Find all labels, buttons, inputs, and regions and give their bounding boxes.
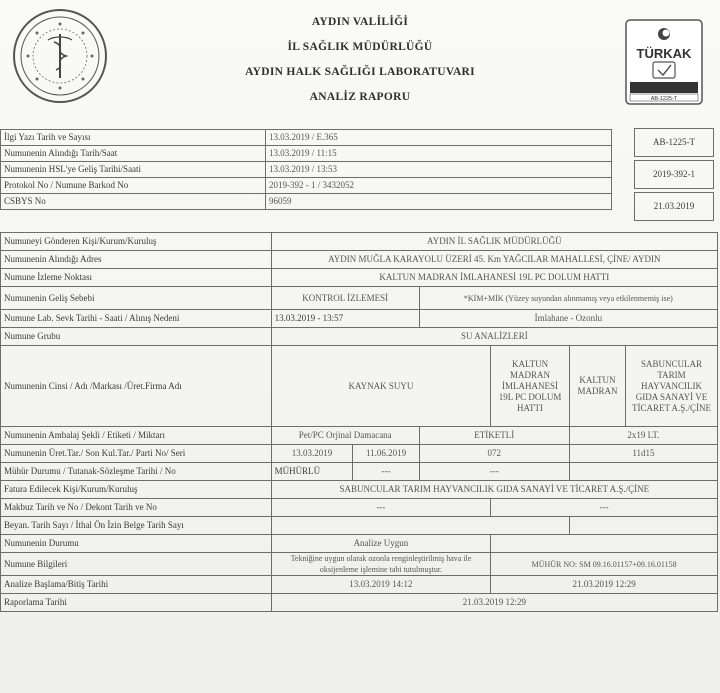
table-row <box>1 146 612 162</box>
table-row <box>1 481 718 499</box>
sample-info-table <box>0 129 612 210</box>
table-row <box>1 499 718 517</box>
info-value: 2019-392 - 1 / 3432052 <box>266 178 612 194</box>
row-value: --- <box>271 499 491 517</box>
table-row <box>1 251 718 269</box>
row-label: Analize Başlama/Bitiş Tarihi <box>1 576 272 594</box>
table-row <box>1 576 718 594</box>
table-row <box>1 269 718 287</box>
row-value: --- <box>491 499 718 517</box>
info-label: Numunenin Alındığı Tarih/Saat <box>1 146 266 162</box>
report-date: 21.03.2019 <box>634 192 714 221</box>
row-value: KALTUN MADRAN <box>569 346 625 427</box>
table-row <box>1 162 612 178</box>
row-value: KAYNAK SUYU <box>271 346 491 427</box>
turkak-brand-text: TÜRKAK <box>636 46 692 61</box>
row-value: İmlahane - Ozonlu <box>419 310 717 328</box>
row-value: Tekniğine uygun olarak ozonla renginleştirilmiş hava ile oksijenleme işlemine tabi tutulmuştur. <box>271 553 491 576</box>
row-label: Numunenin Ambalaj Şekli / Etiketi / Miktarı <box>1 427 272 445</box>
table-row <box>1 427 718 445</box>
row-value: 13.03.2019 - 13:57 <box>271 310 419 328</box>
row-value: ETİKETLİ <box>419 427 569 445</box>
table-row <box>1 130 612 146</box>
row-value: 21.03.2019 12:29 <box>271 594 717 612</box>
row-label: Beyan. Tarih Sayı / İthal Ön İzin Belge Tarih Sayı <box>1 517 272 535</box>
row-label: Numunenin Üret.Tar./ Son Kul.Tar./ Parti No/ Seri <box>1 445 272 463</box>
row-label: Numunenin Alındığı Adres <box>1 251 272 269</box>
row-value: MÜHÜR NO: SM 09.16.01157+09.16.01158 <box>491 553 718 576</box>
row-value: *KİM+MİK (Yüzey suyundan alınmamış veya etkilenmemiş ise) <box>419 287 717 310</box>
table-row <box>1 594 718 612</box>
row-label: Fatura Edilecek Kişi/Kurum/Kuruluş <box>1 481 272 499</box>
info-value: 13.03.2019 / E.365 <box>266 130 612 146</box>
report-id-box <box>634 128 714 224</box>
row-label: Numunenin Geliş Sebebi <box>1 287 272 310</box>
row-label: Numune Lab. Sevk Tarihi - Saati / Alınış Nedeni <box>1 310 272 328</box>
row-value: MÜHÜRLÜ <box>271 463 353 481</box>
table-row <box>1 463 718 481</box>
header-line-3: AYDIN HALK SAĞLIĞI LABORATUVARI <box>245 66 475 78</box>
info-value: 13.03.2019 / 11:15 <box>266 146 612 162</box>
row-label: Numuneyi Gönderen Kişi/Kurum/Kuruluş <box>1 233 272 251</box>
row-value-empty <box>569 517 717 535</box>
table-row <box>1 287 718 310</box>
row-label: Numunenin Durumu <box>1 535 272 553</box>
row-value: AYDIN İL SAĞLIK MÜDÜRLÜĞÜ <box>271 233 717 251</box>
table-row <box>1 346 718 427</box>
row-value: 2x19 LT. <box>569 427 717 445</box>
table-row <box>1 194 612 210</box>
row-label: Raporlama Tarihi <box>1 594 272 612</box>
row-value: --- <box>419 463 569 481</box>
row-label: Numunenin Cinsi / Adı /Markası /Üret.Firma Adı <box>1 346 272 427</box>
header-line-1: AYDIN VALİLİĞİ <box>311 16 409 28</box>
row-value: SU ANALİZLERİ <box>271 328 717 346</box>
sample-detail-table <box>0 232 718 612</box>
row-label: Numune Bilgileri <box>1 553 272 576</box>
turkak-code-text: AB-1225-T <box>650 96 678 102</box>
ministry-emblem-icon <box>10 6 110 106</box>
row-value-empty <box>569 463 717 481</box>
row-label: Numune Grubu <box>1 328 272 346</box>
row-value-empty <box>491 535 718 553</box>
row-value: KONTROL İZLEMESİ <box>271 287 419 310</box>
row-value: 072 <box>419 445 569 463</box>
info-value: 13.03.2019 / 13:53 <box>266 162 612 178</box>
table-row <box>1 233 718 251</box>
table-row <box>1 553 718 576</box>
row-value: Pet/PC Orjinal Damacana <box>271 427 419 445</box>
row-value: --- <box>353 463 419 481</box>
report-header <box>200 10 520 110</box>
row-value: SABUNCULAR TARIM HAYVANCILIK GIDA SANAYİ VE TİCARET A.Ş./ÇİNE <box>626 346 718 427</box>
row-value: Analize Uygun <box>271 535 491 553</box>
report-number: 2019-392-1 <box>634 160 714 189</box>
table-row <box>1 517 718 535</box>
table-row <box>1 328 718 346</box>
turkak-logo <box>618 18 710 106</box>
row-label: Mühür Durumu / Tutanak-Sözleşme Tarihi / No <box>1 463 272 481</box>
row-value: KALTUN MADRAN İMLAHANESİ 19L PC DOLUM HATTI <box>491 346 570 427</box>
header-line-4: ANALİZ RAPORU <box>309 91 411 103</box>
table-row <box>1 310 718 328</box>
row-value: 13.03.2019 14:12 <box>271 576 491 594</box>
row-label: Makbuz Tarih ve No / Dekont Tarih ve No <box>1 499 272 517</box>
row-value: 11.06.2019 <box>353 445 419 463</box>
row-value: 11d15 <box>569 445 717 463</box>
info-value: 96059 <box>266 194 612 210</box>
info-label: Numunenin HSL'ye Geliş Tarihi/Saati <box>1 162 266 178</box>
table-row <box>1 445 718 463</box>
row-value: SABUNCULAR TARIM HAYVANCILIK GIDA SANAYİ VE TİCARET A.Ş./ÇİNE <box>271 481 717 499</box>
info-label: CSBYS No <box>1 194 266 210</box>
row-label: Numune İzleme Noktası <box>1 269 272 287</box>
row-value: KALTUN MADRAN İMLAHANESİ 19L PC DOLUM HATTI <box>271 269 717 287</box>
row-value-empty <box>271 517 569 535</box>
header-line-2: İL SAĞLIK MÜDÜRLÜĞÜ <box>287 41 433 53</box>
accreditation-code: AB-1225-T <box>634 128 714 157</box>
info-label: Protokol No / Numune Barkod No <box>1 178 266 194</box>
table-row <box>1 178 612 194</box>
row-value: 13.03.2019 <box>271 445 353 463</box>
table-row <box>1 535 718 553</box>
row-value: 21.03.2019 12:29 <box>491 576 718 594</box>
info-label: İlgi Yazı Tarih ve Sayısı <box>1 130 266 146</box>
row-value: AYDIN MUĞLA KARAYOLU ÜZERİ 45. Km YAĞCILAR MAHALLESİ, ÇİNE/ AYDIN <box>271 251 717 269</box>
